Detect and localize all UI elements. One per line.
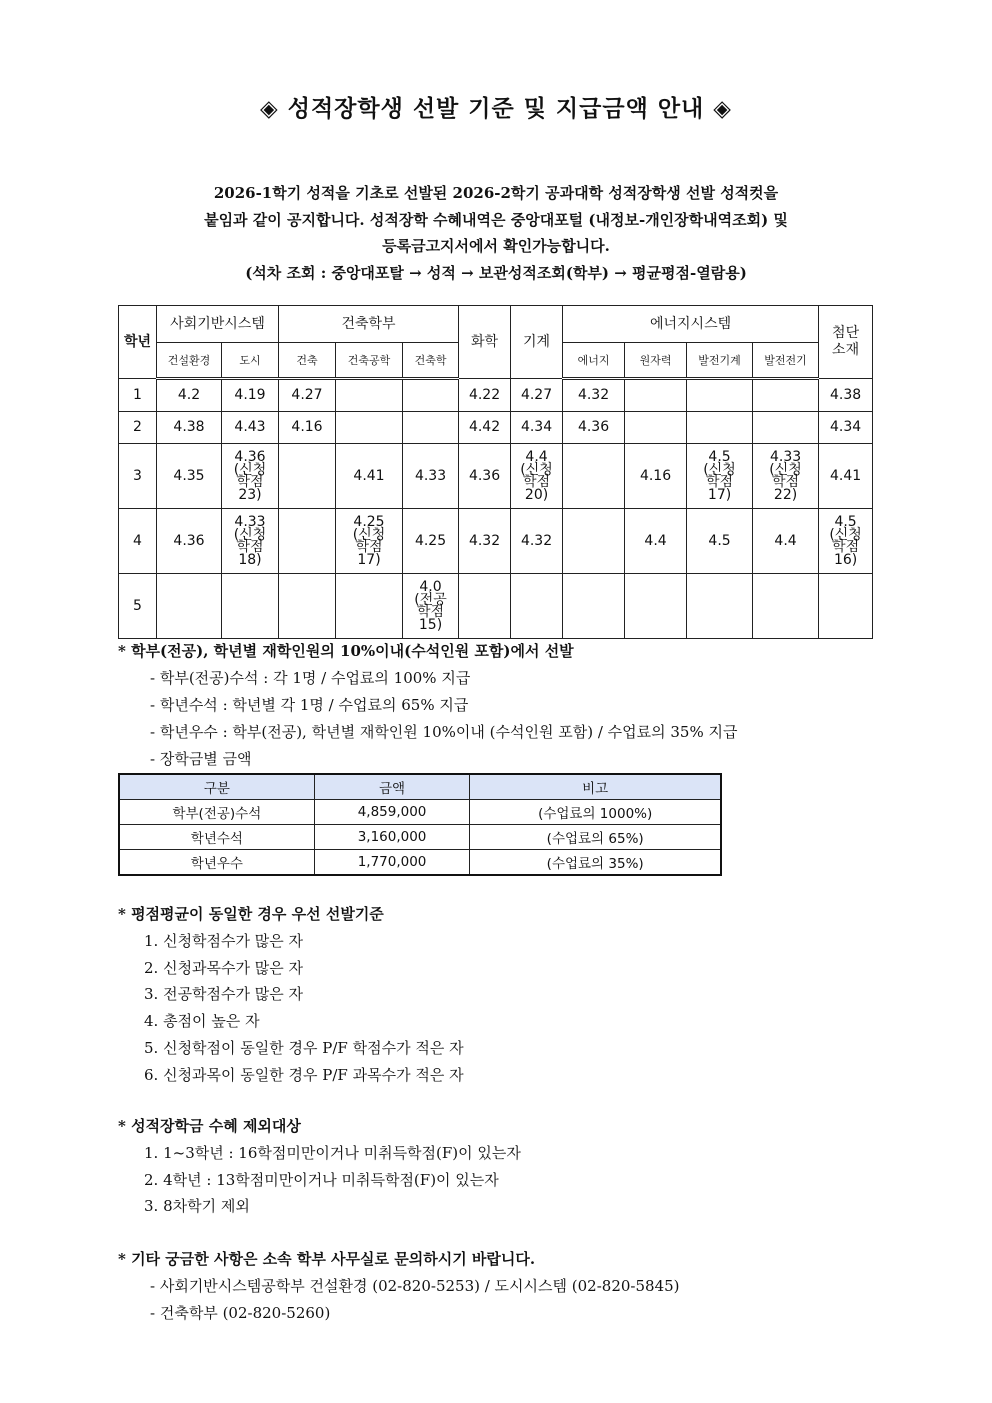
- amount-header-type: 구분: [119, 774, 314, 800]
- grade-cell: [625, 412, 687, 444]
- grade-cell: [753, 574, 819, 639]
- grade-cell: 4.32: [563, 379, 625, 412]
- grade-note: (신청학점 17): [703, 461, 736, 503]
- selection-section: [118, 638, 737, 773]
- year-cell: 4: [119, 509, 157, 574]
- tiebreak-section: [118, 901, 464, 1089]
- grade-cell: [687, 379, 753, 412]
- amount-note-cell: (수업료의 35%): [470, 850, 721, 876]
- grade-cell: [687, 412, 753, 444]
- grade-cell: [403, 379, 459, 412]
- amount-type-cell: 학부(전공)수석: [119, 800, 314, 825]
- grade-cell: [625, 574, 687, 639]
- grade-cell: [336, 574, 403, 639]
- selection-line: - 학년우수 : 학부(전공), 학년별 재학인원 10%이내 (수석인원 포함) / 수업료의 35% 지급: [150, 723, 738, 741]
- contact-line: - 건축학부 (02-820-5260): [150, 1303, 331, 1322]
- grade-cell: 4.32: [511, 509, 563, 574]
- selection-line: - 장학금별 금액: [150, 750, 252, 768]
- grade-cell: 4.25: [403, 509, 459, 574]
- contact-line: - 사회기반시스템공학부 건설환경 (02-820-5253) / 도시시스템 (02-820-5845): [150, 1276, 680, 1295]
- table-row: [119, 850, 721, 876]
- amount-value-cell: 4,859,000: [314, 800, 470, 825]
- grade-cell: 4.43: [222, 412, 279, 444]
- grade-cell: [511, 444, 563, 509]
- year-cell: 1: [119, 379, 157, 412]
- grade-cell: [403, 574, 459, 639]
- grade-cell: 4.38: [157, 412, 222, 444]
- grade-value: 4.33: [769, 449, 802, 465]
- year-cell: 5: [119, 574, 157, 639]
- list-item: 2. 4학년 : 13학점미만이거나 미취득학점(F)이 있는자: [144, 1170, 499, 1189]
- grade-value: 4.36: [234, 449, 266, 465]
- grade-cell: 4.42: [459, 412, 511, 444]
- grade-cell: [336, 509, 403, 574]
- list-item: 6. 신청과목이 동일한 경우 P/F 과목수가 적은 자: [144, 1065, 464, 1084]
- table-row: [119, 412, 873, 444]
- selection-heading: * 학부(전공), 학년별 재학인원의 10%이내(수석인원 포함)에서 선발: [118, 642, 574, 660]
- grade-cell: 4.19: [222, 379, 279, 412]
- intro-paragraph: [0, 180, 992, 286]
- grade-cell: 4.4: [625, 509, 687, 574]
- amount-note-cell: (수업료의 65%): [470, 825, 721, 850]
- grade-cell: [279, 509, 336, 574]
- grade-cell: 4.2: [157, 379, 222, 412]
- year-cell: 3: [119, 444, 157, 509]
- intro-line: 붙임과 같이 공지합니다. 성적장학 수혜내역은 중앙대포털 (내정보-개인장학내역조회) 및: [204, 210, 788, 229]
- group-header-chem: 화학: [459, 306, 511, 379]
- grade-cell: [222, 444, 279, 509]
- grade-value: 4.5: [708, 449, 731, 465]
- list-item: 4. 총점이 높은 자: [144, 1012, 260, 1031]
- grade-cell: 4.16: [279, 412, 336, 444]
- grade-cell: 4.36: [157, 509, 222, 574]
- grade-value: 4.25: [353, 514, 385, 530]
- amount-value-cell: 1,770,000: [314, 850, 470, 876]
- sub-header-arch2: 건축학: [403, 343, 459, 379]
- exclusion-section: [118, 1113, 521, 1220]
- grade-note: (신청학점 22): [769, 461, 802, 503]
- sub-header-archeng: 건축공학: [336, 343, 403, 379]
- grade-cell: 4.5: [687, 509, 753, 574]
- grade-cell: [511, 574, 563, 639]
- sub-header-powermech: 발전기계: [687, 343, 753, 379]
- selection-line: - 학년수석 : 학년별 각 1명 / 수업료의 65% 지급: [150, 696, 469, 714]
- grade-cell: [563, 444, 625, 509]
- sub-header-powerelec: 발전전기: [753, 343, 819, 379]
- grade-cell: 4.32: [459, 509, 511, 574]
- grade-note: (신청학점 23): [233, 461, 267, 503]
- group-header-social: 사회기반시스템: [157, 306, 279, 343]
- intro-line: 2026-1학기 성적을 기초로 선발된 2026-2학기 공과대학 성적장학생 선발 성적컷을: [213, 184, 779, 202]
- amount-header-amount: 금액: [314, 774, 470, 800]
- grade-cell: 4.41: [336, 444, 403, 509]
- grade-cell: [279, 574, 336, 639]
- table-row: [119, 825, 721, 850]
- grade-cell: [753, 379, 819, 412]
- grade-value: 4.4: [525, 449, 548, 465]
- grade-cell: [753, 412, 819, 444]
- list-item: 1. 신청학점수가 많은 자: [144, 931, 304, 950]
- grade-cell: [403, 412, 459, 444]
- grade-value: 4.5: [834, 514, 857, 530]
- sub-header-city: 도시: [222, 343, 279, 379]
- grade-cell: 4.16: [625, 444, 687, 509]
- grade-cell: 4.34: [511, 412, 563, 444]
- grade-cell: [222, 509, 279, 574]
- amount-note-cell: (수업료의 1000%): [470, 800, 721, 825]
- grade-cell: 4.41: [819, 444, 873, 509]
- grade-value: 4.0: [419, 579, 442, 595]
- grade-cell: [336, 379, 403, 412]
- grade-note: (신청학점 20): [520, 461, 553, 503]
- grade-cell: [819, 574, 873, 639]
- contact-heading: * 기타 궁금한 사항은 소속 학부 사무실로 문의하시기 바랍니다.: [118, 1250, 536, 1268]
- sub-header-energy: 에너지: [563, 343, 625, 379]
- grade-cell: 4.27: [279, 379, 336, 412]
- exclusion-heading: * 성적장학금 수혜 제외대상: [118, 1117, 301, 1135]
- grade-note: (전공학점 15): [414, 591, 447, 633]
- table-row: [119, 509, 873, 574]
- grade-note: (신청학점 18): [233, 526, 267, 568]
- grade-cell: [819, 509, 873, 574]
- grade-cell: 4.22: [459, 379, 511, 412]
- list-item: 3. 전공학점수가 많은 자: [144, 985, 304, 1004]
- grade-cell: 4.38: [819, 379, 873, 412]
- intro-line: (석차 조회 : 중앙대포탈 → 성적 → 보관성적조회(학부) → 평균평점-열람용): [245, 263, 747, 282]
- grade-cell: [563, 574, 625, 639]
- grade-cell: [753, 444, 819, 509]
- grade-cell: [222, 574, 279, 639]
- amount-type-cell: 학년수석: [119, 825, 314, 850]
- amount-header-note: 비고: [470, 774, 721, 800]
- amount-table: [118, 773, 722, 876]
- grade-cell: [157, 574, 222, 639]
- grade-note: (신청학점 16): [829, 526, 862, 568]
- grade-cell: 4.34: [819, 412, 873, 444]
- group-header-mech: 기계: [511, 306, 563, 379]
- grade-cell: 4.4: [753, 509, 819, 574]
- list-item: 1. 1~3학년 : 16학점미만이거나 미취득학점(F)이 있는자: [144, 1143, 521, 1162]
- amount-header-row: [119, 774, 721, 800]
- list-item: 2. 신청과목수가 많은 자: [144, 958, 304, 977]
- grade-value: 4.33: [234, 514, 266, 530]
- grade-cell: [336, 412, 403, 444]
- group-header-energy: 에너지시스템: [563, 306, 819, 343]
- grade-cell: 4.27: [511, 379, 563, 412]
- grade-cell: [563, 509, 625, 574]
- adv-header-text: 첨단소재: [832, 325, 860, 358]
- grade-note: (신청학점 17): [352, 526, 386, 568]
- list-item: 3. 8차학기 제외: [144, 1197, 250, 1216]
- group-header-adv: [819, 306, 873, 379]
- sub-header-nuclear: 원자력: [625, 343, 687, 379]
- grade-cell: [459, 574, 511, 639]
- tiebreak-heading: * 평점평균이 동일한 경우 우선 선발기준: [118, 905, 384, 923]
- grade-cell: [625, 379, 687, 412]
- table-row: [119, 379, 873, 412]
- intro-line: 등록금고지서에서 확인가능합니다.: [382, 237, 610, 255]
- group-header-arch: 건축학부: [279, 306, 459, 343]
- sub-header-civil: 건설환경: [157, 343, 222, 379]
- grade-cell: 4.36: [459, 444, 511, 509]
- contact-section: [118, 1246, 680, 1326]
- sub-header-arch: 건축: [279, 343, 336, 379]
- grade-cut-table: [118, 305, 873, 639]
- table-row: [119, 444, 873, 509]
- selection-line: - 학부(전공)수석 : 각 1명 / 수업료의 100% 지급: [150, 669, 471, 687]
- grade-cell: 4.36: [563, 412, 625, 444]
- list-item: 5. 신청학점이 동일한 경우 P/F 학점수가 적은 자: [144, 1038, 464, 1057]
- grade-cell: [279, 444, 336, 509]
- table-row: [119, 800, 721, 825]
- grade-cell: 4.35: [157, 444, 222, 509]
- amount-type-cell: 학년우수: [119, 850, 314, 876]
- grade-cell: [687, 444, 753, 509]
- grade-cell: [687, 574, 753, 639]
- year-header: 학년: [119, 306, 157, 379]
- grade-cell: 4.33: [403, 444, 459, 509]
- page-title: ◈ 성적장학생 선발 기준 및 지급금액 안내 ◈: [260, 95, 732, 122]
- table-row: [119, 574, 873, 639]
- year-cell: 2: [119, 412, 157, 444]
- amount-value-cell: 3,160,000: [314, 825, 470, 850]
